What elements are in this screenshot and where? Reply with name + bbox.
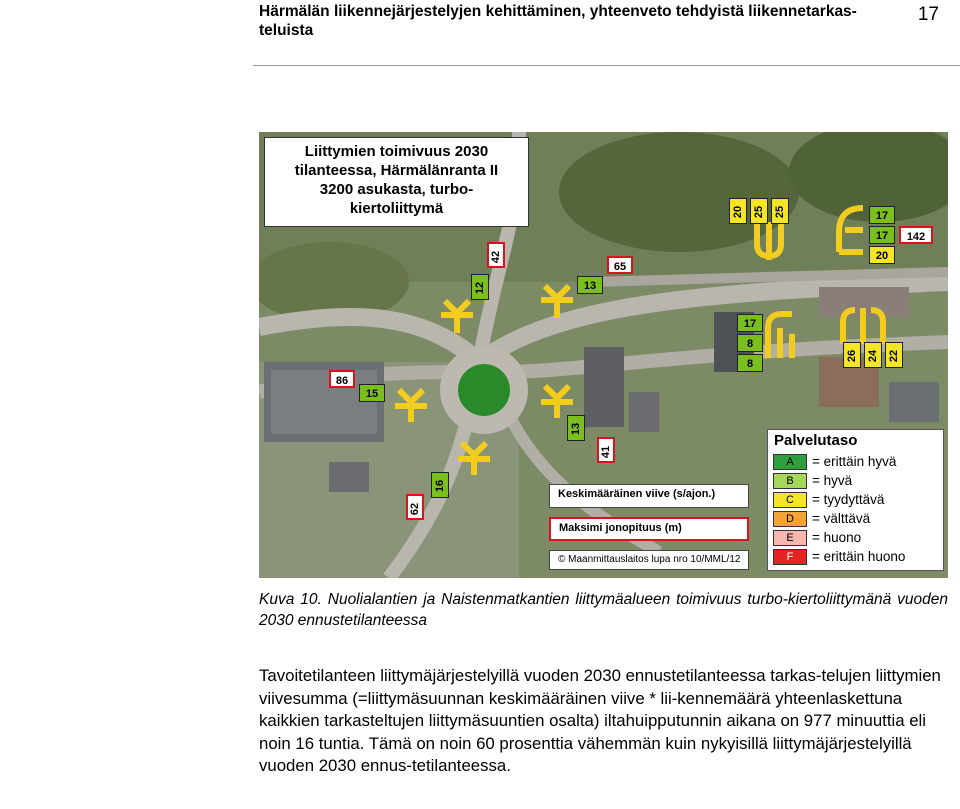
delay-tag: 25	[750, 198, 768, 224]
max-queue-label: Maksimi jonopituus (m)	[549, 517, 749, 541]
delay-tag: 24	[864, 342, 882, 368]
delay-tag: 15	[359, 384, 385, 402]
delay-tag: 8	[737, 334, 763, 352]
figure-caption	[259, 589, 948, 631]
legend-label: = välttävä	[812, 511, 871, 526]
delay-tag: 17	[869, 226, 895, 244]
delay-tag: 25	[771, 198, 789, 224]
turning-arrows-icon	[837, 304, 889, 344]
map-title-box	[264, 137, 529, 227]
legend-label: = erittäin huono	[812, 549, 906, 564]
legend-item	[773, 511, 943, 528]
queue-tag: 65	[607, 256, 633, 274]
map-title-line-3: 3200 asukasta, turbo-	[319, 181, 474, 198]
legend-label: = huono	[812, 530, 862, 545]
delay-tag: 20	[729, 198, 747, 224]
delay-tag: 8	[737, 354, 763, 372]
map-title-line-1: Liittymien toimivuus 2030	[304, 143, 489, 160]
turning-arrows-icon	[437, 295, 477, 335]
header-divider	[253, 65, 960, 66]
turning-arrows-icon	[829, 202, 869, 258]
delay-tag: 13	[577, 276, 603, 294]
delay-tag: 13	[567, 415, 585, 441]
delay-tag: 17	[869, 206, 895, 224]
running-header-title: Härmälän liikennejärjestelyjen kehittäminen, yhteenveto tehdyistä liikennetarkas-teluista	[259, 3, 857, 39]
delay-tag: 16	[431, 472, 449, 498]
aerial-map-figure	[259, 132, 948, 578]
page-number: 17	[917, 4, 939, 25]
queue-tag: 42	[487, 242, 505, 268]
delay-tag: 12	[471, 274, 489, 300]
legend-title: Palvelutaso	[774, 432, 858, 449]
turning-arrows-icon	[749, 222, 789, 262]
legend-swatch: C	[773, 492, 807, 508]
legend-swatch: F	[773, 549, 807, 565]
legend-item	[773, 492, 943, 509]
legend-label: = erittäin hyvä	[812, 454, 897, 469]
delay-tag: 26	[843, 342, 861, 368]
turning-arrows-icon	[391, 384, 431, 424]
legend-item	[773, 549, 943, 566]
caption-number: Kuva 10.	[259, 591, 322, 608]
turning-arrows-icon	[454, 437, 494, 477]
turning-arrows-icon	[762, 308, 798, 360]
legend-label: = tyydyttävä	[812, 492, 885, 507]
legend-swatch: E	[773, 530, 807, 546]
legend-swatch: B	[773, 473, 807, 489]
delay-tag: 22	[885, 342, 903, 368]
delay-tag: 20	[869, 246, 895, 264]
body-paragraph: Tavoitetilanteen liittymäjärjestelyillä vuoden 2030 ennustetilanteessa tarkas-telujen liittymien viivesumma (=liittymäsuunnan keskimääräinen viive * lii-kennemäärä yhteenlaskettuna kaikkien tarkasteltujen liittymäsuuntien osalta) iltahuipputunnin aikana on 977 minuuttia eli noin 16 tuntia. Tämä on noin 60 prosenttia vähemmän kuin nykyisillä liittymäjärjestelyillä vuoden 2030 ennus-tetilanteessa.	[259, 666, 941, 776]
turning-arrows-icon	[537, 280, 577, 320]
body-text	[259, 665, 959, 778]
map-title-line-2: tilanteessa, Härmälänranta II	[294, 162, 499, 179]
average-delay-label: Keskimääräinen viive (s/ajon.)	[549, 484, 749, 508]
map-title-line-4: kiertoliittymä	[349, 200, 444, 217]
legend-item	[773, 530, 943, 547]
caption-text: Nuolialantien ja Naistenmatkantien liittymäalueen toimivuus turbo-kiertoliittymänä vuoden 2030 ennustetilanteessa	[259, 591, 948, 629]
legend-item	[773, 454, 943, 471]
level-of-service-legend	[767, 429, 944, 571]
legend-swatch: A	[773, 454, 807, 470]
delay-tag: 17	[737, 314, 763, 332]
legend-item	[773, 473, 943, 490]
queue-tag: 86	[329, 370, 355, 388]
legend-swatch: D	[773, 511, 807, 527]
map-copyright: © Maanmittauslaitos lupa nro 10/MML/12	[549, 550, 749, 570]
turning-arrows-icon	[537, 380, 577, 420]
queue-tag: 142	[899, 226, 933, 244]
queue-tag: 41	[597, 437, 615, 463]
queue-tag: 62	[406, 494, 424, 520]
legend-label: = hyvä	[812, 473, 853, 488]
